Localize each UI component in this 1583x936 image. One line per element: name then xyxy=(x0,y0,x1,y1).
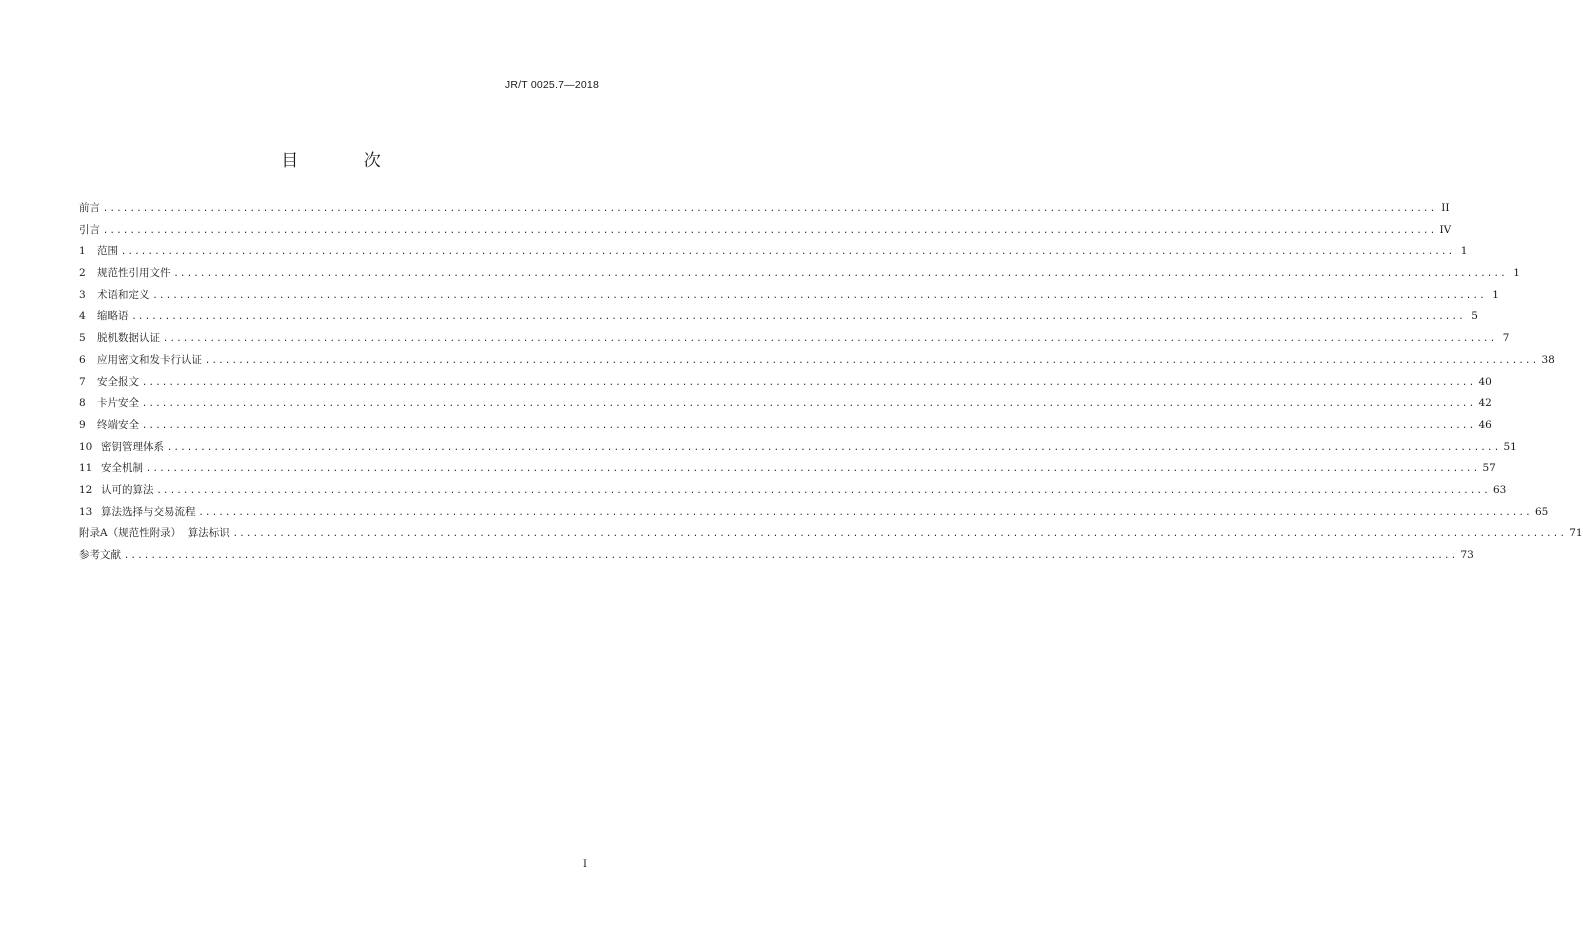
toc-dot-leader: ........................................................................................................................................................................................................ xyxy=(103,225,1437,236)
toc-dot-leader: ........................................................................................................................................................................................................ xyxy=(142,399,1476,410)
toc-entry-number: 4 xyxy=(79,310,86,323)
toc-entry-number: 12 xyxy=(79,483,93,496)
toc-dot-leader: ........................................................................................................................................................................................................ xyxy=(142,420,1476,431)
toc-entry-label: 密钥管理体系 xyxy=(101,440,164,453)
toc-entry[interactable] xyxy=(79,438,1517,460)
toc-dot-leader: ........................................................................................................................................................................................................ xyxy=(163,334,1497,345)
toc-entry[interactable] xyxy=(79,264,1520,286)
toc-entry-page: 57 xyxy=(1482,462,1496,475)
toc-entry[interactable] xyxy=(79,524,1583,546)
toc-entry-page: 71 xyxy=(1569,527,1583,540)
toc-entry-number: 2 xyxy=(79,267,86,280)
toc-entry-label: 认可的算法 xyxy=(101,483,154,496)
toc-entry[interactable] xyxy=(79,394,1492,416)
toc-entry-label: 附录A（规范性附录） 算法标识 xyxy=(79,527,230,540)
toc-entry-label: 范围 xyxy=(97,245,118,258)
document-code: JR/T 0025.7—2018 xyxy=(504,79,599,91)
toc-entry[interactable] xyxy=(79,329,1510,351)
toc-entry[interactable] xyxy=(79,481,1507,503)
toc-dot-leader: ........................................................................................................................................................................................................ xyxy=(173,269,1507,280)
toc-entry-number: 8 xyxy=(79,397,86,410)
toc-entry-number: 10 xyxy=(79,440,93,453)
toc-entry-page: 1 xyxy=(1492,288,1499,301)
toc-entry-page: 1 xyxy=(1513,267,1520,280)
toc-entry-label: 规范性引用文件 xyxy=(97,267,171,280)
toc-entry-page: 1 xyxy=(1460,245,1468,258)
toc-entry[interactable] xyxy=(79,307,1478,329)
toc-entry-page: 42 xyxy=(1478,397,1492,410)
toc-entry-number: 6 xyxy=(79,353,86,366)
toc-entry-label: 参考文献 xyxy=(79,549,121,561)
toc-entry-page: 5 xyxy=(1471,310,1478,323)
toc-entry-label: 安全报文 xyxy=(97,375,139,388)
toc-entry-page: 7 xyxy=(1502,332,1510,345)
toc-dot-leader: ........................................................................................................................................................................................................ xyxy=(146,464,1480,475)
toc-entry[interactable] xyxy=(79,221,1452,243)
toc-entry-label: 算法选择与交易流程 xyxy=(101,505,196,518)
toc-entry-label: 应用密文和发卡行认证 xyxy=(97,353,202,366)
toc-entry-page: 65 xyxy=(1534,505,1549,518)
toc-entry-number: 11 xyxy=(79,462,93,475)
page-number: I xyxy=(583,859,587,870)
toc-dot-leader: ........................................................................................................................................................................................................ xyxy=(205,355,1539,366)
toc-entry-page: 73 xyxy=(1460,549,1474,561)
toc-entry[interactable] xyxy=(79,503,1549,525)
toc-entry-label: 缩略语 xyxy=(97,310,129,323)
toc-dot-leader: ........................................................................................................................................................................................................ xyxy=(131,312,1465,323)
toc-entry-label: 术语和定义 xyxy=(97,288,150,301)
toc-entry-label: 前言 xyxy=(79,202,100,214)
toc-entry-page: 40 xyxy=(1478,375,1492,388)
toc-dot-leader: ........................................................................................................................................................................................................ xyxy=(142,377,1476,388)
toc-entry-label: 终端安全 xyxy=(97,418,139,431)
toc-entry[interactable] xyxy=(79,416,1492,438)
toc-entry[interactable] xyxy=(79,373,1492,395)
toc-dot-leader: ........................................................................................................................................................................................................ xyxy=(167,442,1501,453)
toc-entry[interactable] xyxy=(79,351,1555,373)
toc-dot-leader: ........................................................................................................................................................................................................ xyxy=(156,485,1490,496)
toc-entry-label: 引言 xyxy=(79,223,100,236)
toc-entry-page: 38 xyxy=(1541,353,1555,366)
toc-entry-number: 7 xyxy=(79,375,86,388)
toc-entry[interactable] xyxy=(79,242,1468,264)
toc-entry-page: 51 xyxy=(1503,440,1517,453)
toc-dot-leader: ........................................................................................................................................................................................................ xyxy=(152,290,1486,301)
toc-dot-leader: ........................................................................................................................................................................................................ xyxy=(232,529,1567,540)
toc-entry-number: 5 xyxy=(79,332,86,345)
table-of-contents xyxy=(79,199,1583,568)
toc-entry[interactable] xyxy=(79,459,1496,481)
toc-entry-page: 63 xyxy=(1492,483,1507,496)
toc-entry-number: 3 xyxy=(79,288,86,301)
toc-entry-page: IV xyxy=(1439,223,1452,236)
toc-dot-leader: ........................................................................................................................................................................................................ xyxy=(124,551,1458,561)
toc-entry[interactable] xyxy=(79,199,1450,221)
toc-entry-label: 安全机制 xyxy=(101,462,143,475)
toc-title: 目 次 xyxy=(281,151,411,171)
toc-entry[interactable] xyxy=(79,546,1474,568)
toc-entry-label: 卡片安全 xyxy=(97,397,139,410)
toc-entry-number: 1 xyxy=(79,245,86,258)
toc-dot-leader: ........................................................................................................................................................................................................ xyxy=(121,247,1455,258)
toc-dot-leader: ........................................................................................................................................................................................................ xyxy=(103,204,1437,214)
toc-entry-label: 脱机数据认证 xyxy=(97,332,160,345)
toc-entry[interactable] xyxy=(79,286,1499,308)
toc-entry-number: 9 xyxy=(79,418,86,431)
toc-entry-page: II xyxy=(1441,202,1450,214)
toc-entry-page: 46 xyxy=(1478,418,1492,431)
toc-entry-number: 13 xyxy=(79,505,93,518)
toc-dot-leader: ........................................................................................................................................................................................................ xyxy=(198,507,1532,518)
